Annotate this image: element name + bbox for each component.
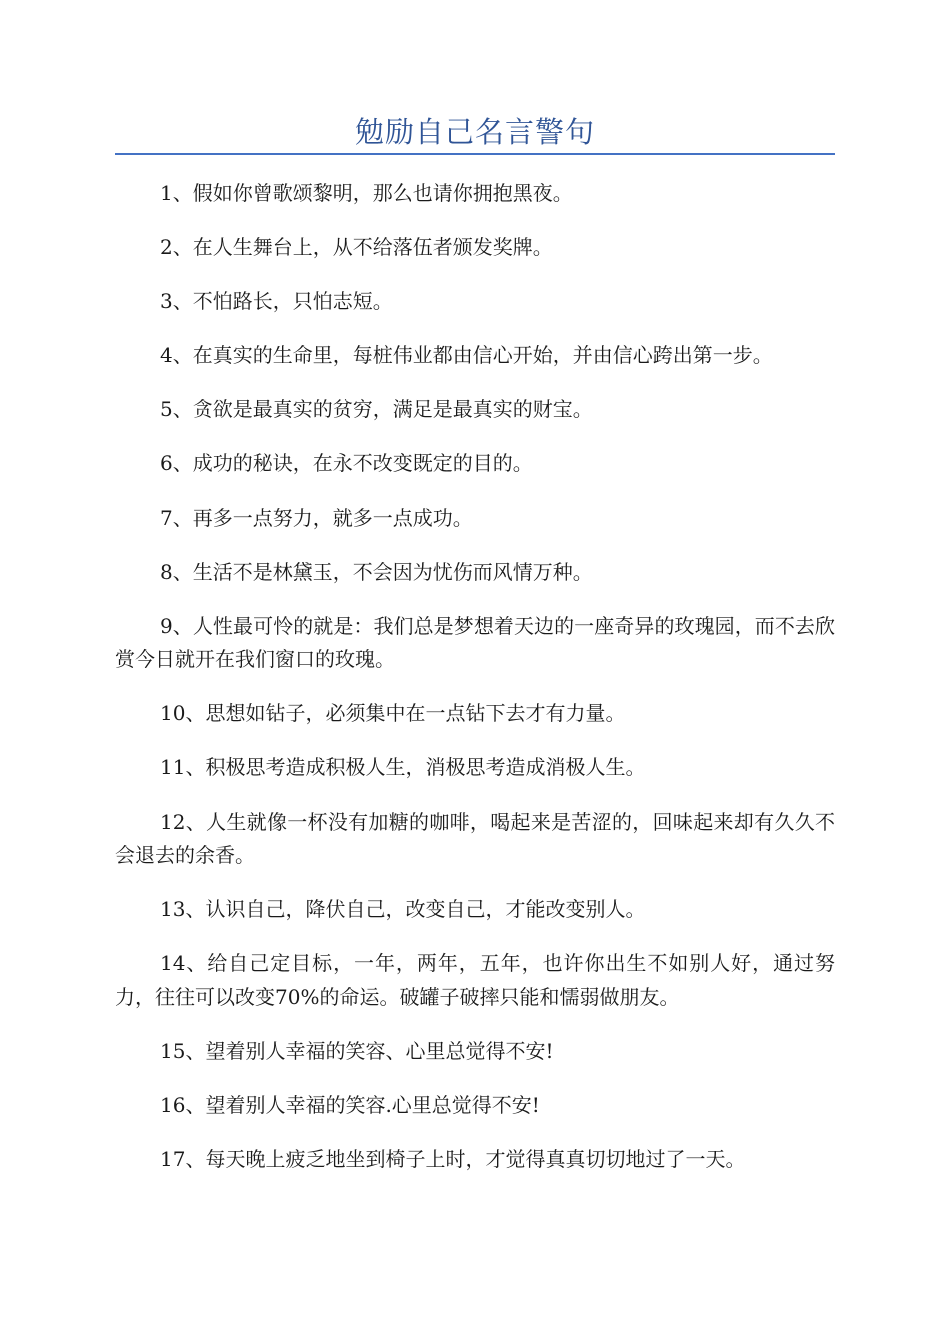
quote-paragraph-7: 7、再多一点努力，就多一点成功。 (160, 505, 473, 530)
quote-paragraph-2: 2、在人生舞台上，从不给落伍者颁发奖牌。 (160, 235, 553, 260)
quote-paragraph-10: 10、思想如钻子，必须集中在一点钻下去才有力量。 (160, 701, 626, 726)
quote-paragraph-15: 15、望着别人幸福的笑容、心里总觉得不安! (160, 1038, 554, 1063)
quote-paragraph-16: 16、望着别人幸福的笑容.心里总觉得不安! (160, 1092, 540, 1117)
quote-paragraph-5: 5、贪欲是最真实的贫穷，满足是最真实的财宝。 (160, 397, 593, 422)
document-title: 勉励自己名言警句 (354, 115, 595, 149)
quote-paragraph-14: 14、给自己定目标，一年，两年，五年，也许你出生不如别人好，通过努力，往往可以改变70%的命运。破罐子破摔只能和懦弱做朋友。 (115, 951, 835, 1009)
quote-paragraph-6: 6、成功的秘诀，在永不改变既定的目的。 (160, 451, 533, 476)
quote-paragraph-11: 11、积极思考造成积极人生，消极思考造成消极人生。 (160, 755, 646, 780)
quote-paragraph-4: 4、在真实的生命里，每桩伟业都由信心开始，并由信心跨出第一步。 (160, 343, 773, 368)
quote-paragraph-13: 13、认识自己，降伏自己，改变自己，才能改变别人。 (160, 897, 646, 922)
title-underline (115, 153, 835, 155)
quote-paragraph-1: 1、假如你曾歌颂黎明，那么也请你拥抱黑夜。 (160, 181, 573, 205)
quote-paragraph-9: 9、人性最可怜的就是：我们总是梦想着天边的一座奇异的玫瑰园，而不去欣赏今日就开在我们窗口的玫瑰。 (115, 613, 835, 672)
quote-paragraph-12: 12、人生就像一杯没有加糖的咖啡，喝起来是苦涩的，回味起来却有久久不会退去的余香。 (115, 809, 835, 868)
quote-paragraph-3: 3、不怕路长，只怕志短。 (160, 289, 393, 314)
quote-paragraph-17: 17、每天晚上疲乏地坐到椅子上时，才觉得真真切切地过了一天。 (160, 1147, 746, 1171)
quote-paragraph-8: 8、生活不是林黛玉，不会因为忧伤而风情万种。 (160, 559, 593, 584)
document-body (115, 177, 835, 1197)
